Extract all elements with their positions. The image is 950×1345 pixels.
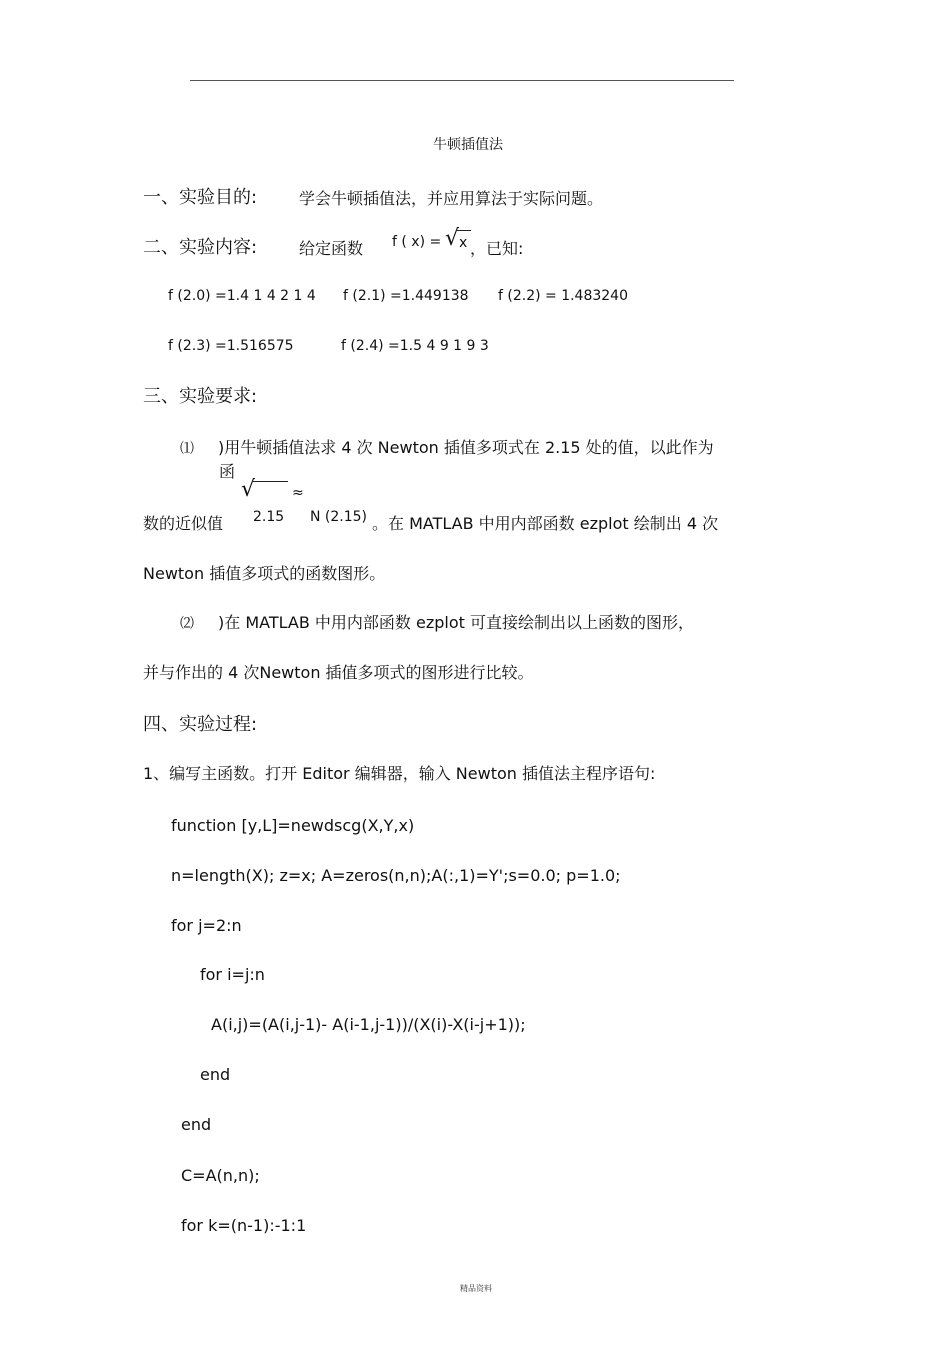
known-value-5: f (2.4) =1.5 4 9 1 9 3 (341, 338, 489, 354)
code-line: A(i,j)=(A(i,j-1)- A(i-1,j-1))/(X(i)-X(i-j+1)); (211, 1015, 526, 1034)
section-3-heading: 三、实验要求: (143, 386, 258, 407)
code-line: end (181, 1115, 212, 1134)
requirement-1-line-2-left: 数的近似值 (143, 514, 224, 533)
requirement-1-function-word: 函 (219, 462, 236, 481)
sqrt-icon: √ (241, 477, 256, 502)
code-line: for j=2:n (171, 916, 242, 935)
sqrt-bar (253, 481, 288, 482)
code-line: for k=(n-1):-1:1 (181, 1216, 307, 1235)
sqrt-argument: 2.15 (253, 509, 285, 525)
code-line: for i=j:n (200, 965, 265, 984)
requirement-2-line-1: )在 MATLAB 中用内部函数 ezplot 可直接绘制出以上函数的图形， (218, 613, 694, 632)
section-4-heading: 四、实验过程: (143, 714, 258, 735)
function-known: ，已知: (470, 239, 524, 258)
section-2-text: 给定函数 (299, 239, 364, 258)
code-line: C=A(n,n); (181, 1166, 260, 1185)
section-2-heading: 二、实验内容: (143, 237, 258, 258)
newton-value: N (2.15) (310, 509, 368, 525)
known-value-1: f (2.0) =1.4 1 4 2 1 4 (168, 288, 316, 304)
function-lhs: f ( x) = (392, 234, 442, 250)
requirement-2-line-2: 并与作出的 4 次Newton 插值多项式的图形进行比较。 (143, 663, 534, 682)
code-line: end (200, 1065, 231, 1084)
approx-sign: ≈ (292, 485, 304, 501)
known-value-3: f (2.2) = 1.483240 (498, 288, 628, 304)
header-rule (190, 80, 734, 81)
sqrt-bar (457, 230, 471, 231)
document-title: 牛顿插值法 (433, 137, 503, 153)
requirement-1-line-3: Newton 插值多项式的函数图形。 (143, 564, 386, 583)
requirement-1-line-1: )用牛顿插值法求 4 次 Newton 插值多项式在 2.15 处的值，以此作为 (218, 438, 714, 457)
known-value-2: f (2.1) =1.449138 (343, 288, 469, 304)
page-footer: 精品资料 (460, 1284, 492, 1293)
section-1-text: 学会牛顿插值法，并应用算法于实际问题。 (299, 189, 604, 208)
code-line: n=length(X); z=x; A=zeros(n,n);A(:,1)=Y';s=0.0; p=1.0; (171, 866, 621, 885)
sqrt-icon: √ (445, 226, 460, 251)
requirement-2-number: ⑵ (180, 616, 194, 632)
code-line: function [y,L]=newdscg(X,Y,x) (171, 816, 415, 835)
step-1: 1、编写主函数。打开 Editor 编辑器，输入 Newton 插值法主程序语句: (143, 764, 656, 783)
requirement-1-line-2-right: 。在 MATLAB 中用内部函数 ezplot 绘制出 4 次 (372, 514, 719, 533)
function-arg: x (459, 235, 468, 251)
known-value-4: f (2.3) =1.516575 (168, 338, 294, 354)
requirement-1-number: ⑴ (180, 441, 194, 457)
section-1-heading: 一、实验目的: (143, 187, 258, 208)
